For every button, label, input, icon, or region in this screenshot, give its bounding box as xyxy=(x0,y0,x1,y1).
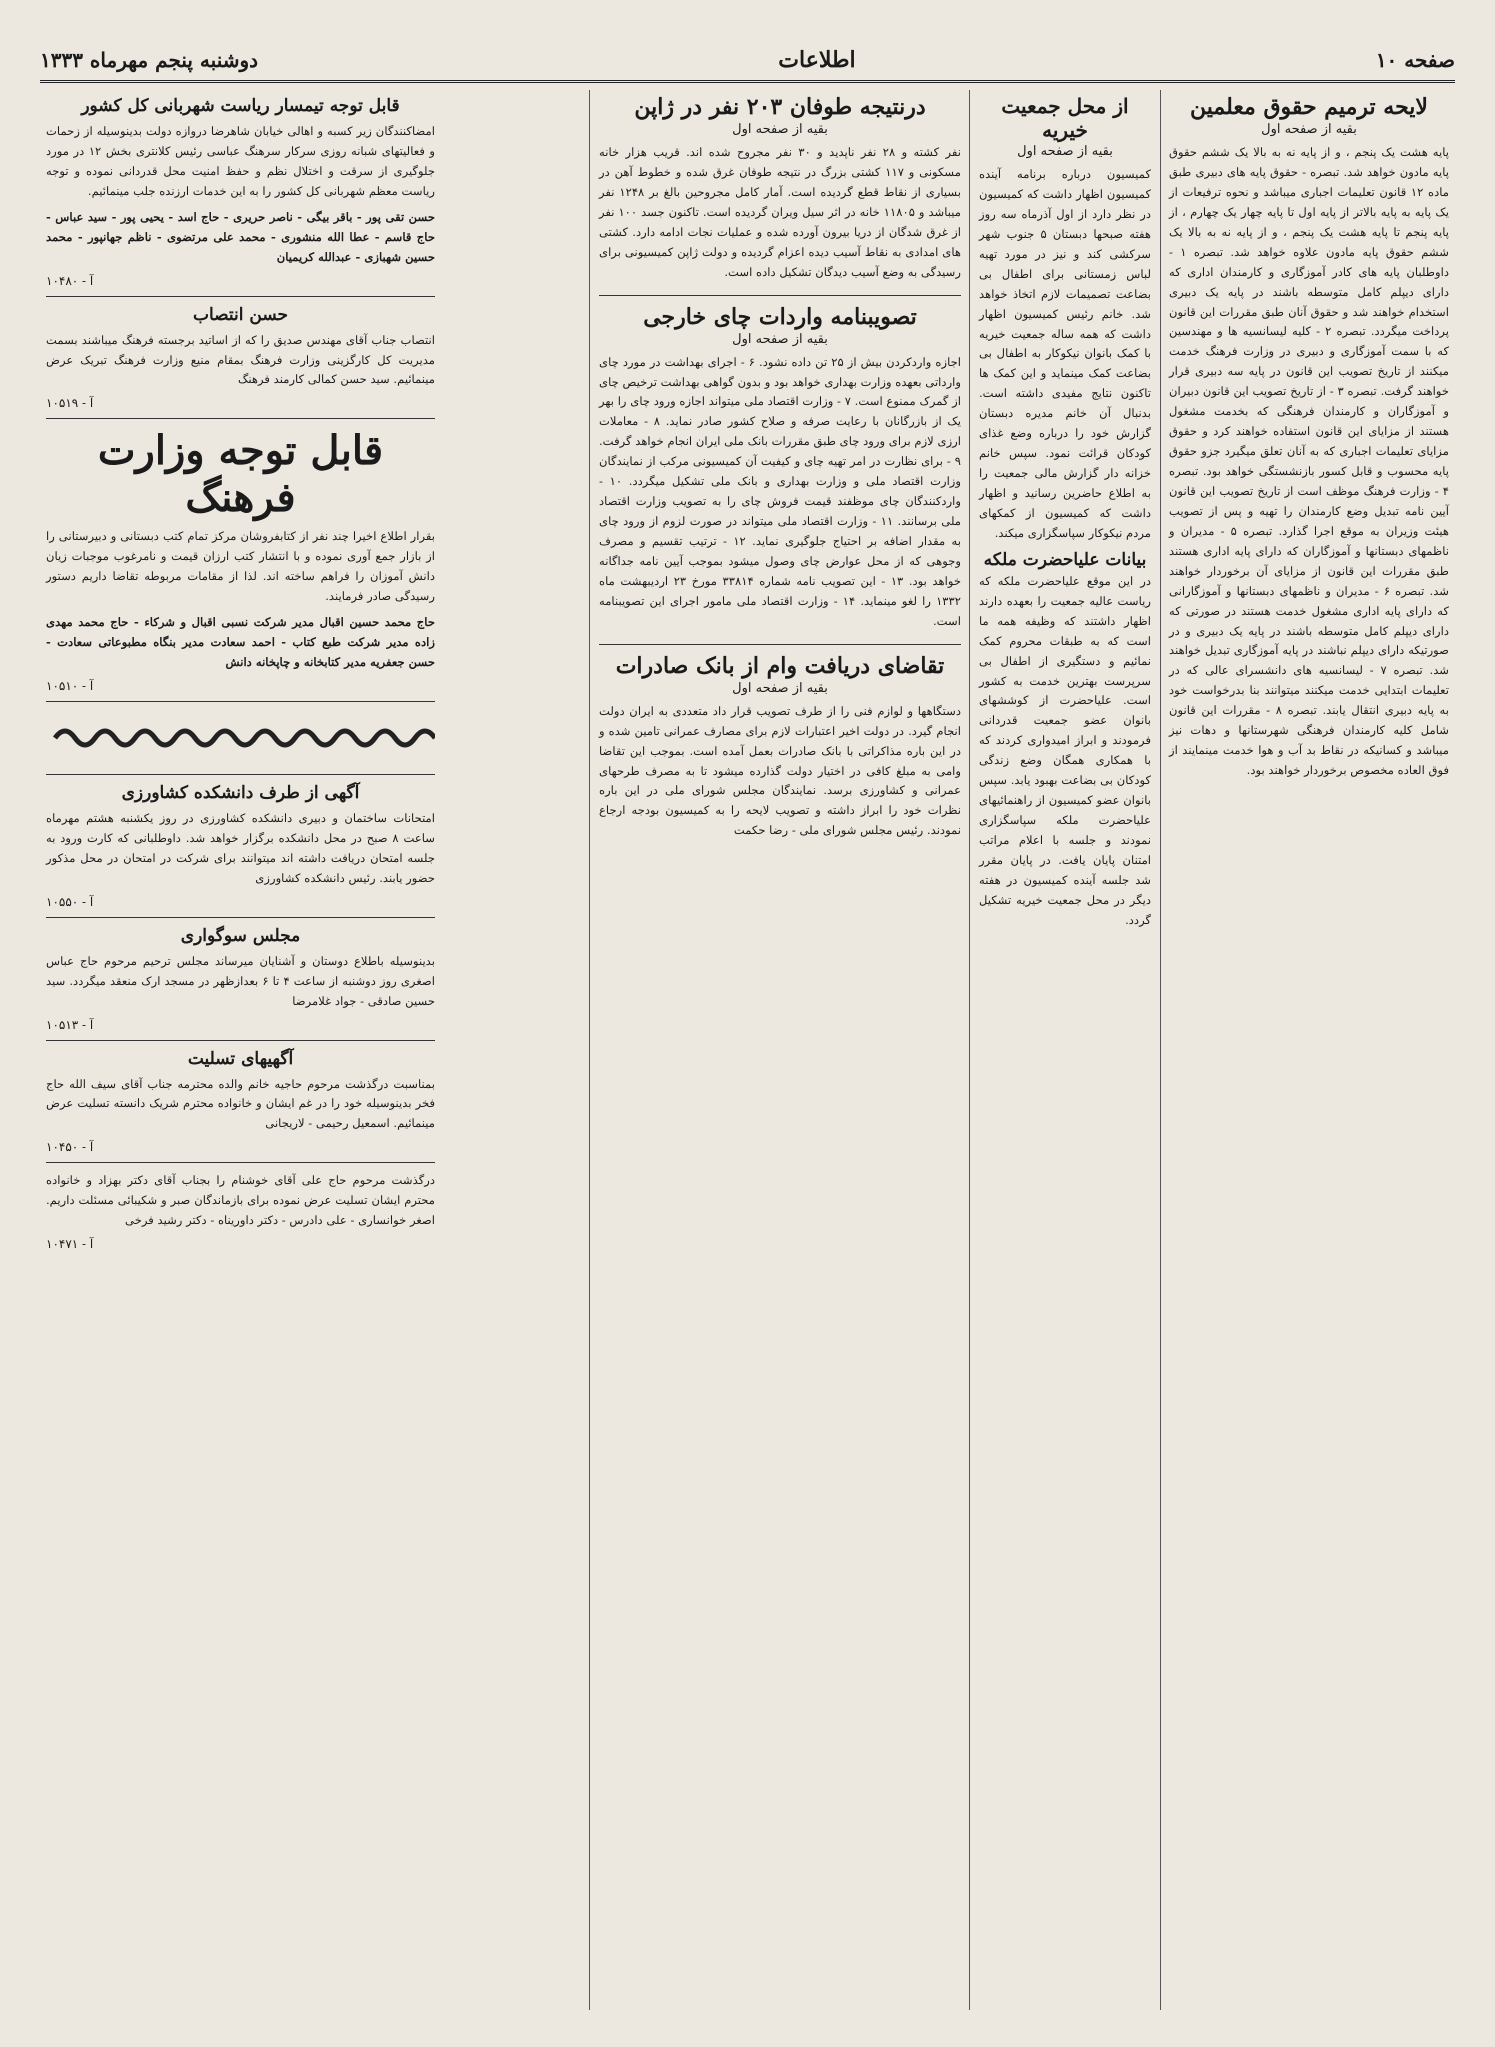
notice-condolence xyxy=(46,1049,435,1164)
notice-agriculture-code: آ - ۱۰۵۵۰ xyxy=(46,894,94,909)
column-teacher-salary xyxy=(1163,90,1455,2010)
article-tea-import: اجازه واردکردن بیش از ۲۵ تن داده نشود. ۶ - اجرای بهداشت در مورد چای وارداتی بعهده وزارت بهداری خواهد بود و بدون گواهی بهداشت ترخیص چای از گمرک ممنوع است. ۷ - وزارت اقتصاد ملی میتواند اجازه ورود چای را بهر یک از بازرگانان با رعایت صرفه و صلاح کشور صادر نماید. ۸ - معاملات ارزی لازم برای ورود چای طبق مقررات بانک ملی ایران انجام خواهد گرفت. ۹ - برای نظارت در امر تهیه چای و کیفیت آن کمیسیونی مرکب از نمایندگان وزارت اقتصاد ملی و وزارت بهداری و بانک ملی تشکیل میگردد. ۱۰ - واردکنندگان چای موظفند قیمت فروش چای را به تصویب وزارت اقتصاد ملی برسانند. ۱۱ - وزارت اقتصاد ملی میتواند در صورت لزوم از ورود چای به مقدار اضافه بر احتیاج جلوگیری نماید. ۱۲ - ترتیب تقسیم و مصرف وجوهی که از محل عوارض چای وصول میشود بموجب آیین نامه جداگانه خواهد بود. ۱۳ - این تصویب نامه شماره ۳۳۸۱۴ مورخ ۲۳ اردیبهشت ماه ۱۳۳۲ را لغو مینماید. ۱۴ - وزارت اقتصاد ملی مامور اجرای این تصویبنامه است. xyxy=(599,354,962,628)
notice-condolence-2 xyxy=(46,1171,435,1251)
story-tea-import xyxy=(599,304,961,645)
notice-mourning-code: آ - ۱۰۵۱۳ xyxy=(46,1017,94,1032)
notice-agriculture xyxy=(46,783,435,918)
notice-culture-body: بقرار اطلاع اخیرا چند نفر از کتابفروشان مرکز تمام کتب دبستانی و دبیرستانی را از بازار جمع آوری نموده و با انتشار کتب ارزان قیمت و نامرغوب موجبات زیان دانش آموزان را فراهم ساخته اند. لذا از مقامات مربوطه تقاضا داریم دستور رسیدگی صادر فرمایند. xyxy=(46,529,435,604)
headline-bank-loan: تقاضای دریافت وام از بانک صادرات xyxy=(615,652,945,679)
column-divider xyxy=(589,90,590,2010)
notice-condolence2-body: درگذشت مرحوم حاج علی آقای خوشنام را بجناب آقای دکتر بهزاد و خانواده محترم ایشان تسلیت عرض نموده برای بازماندگان صبر و شکیبائی مسئلت داریم. اصغر خوانساری - علی دادرس - دکتر داوریناه - دکتر رشید فرخی xyxy=(46,1173,435,1228)
notice-agriculture-body: امتحانات ساختمان و دبیری دانشکده کشاورزی در روز یکشنبه هشتم مهرماه ساعت ۸ صبح در محل دانشکده برگزار خواهد شد. داوطلبانی که کارت ورود به جلسه امتحان دریافت داشته اند میتوانند برای شرکت در امتحان در محل مذکور حضور یابند. رئیس دانشکده کشاورزی xyxy=(46,810,435,885)
notice-appointment-body: انتصاب جناب آقای مهندس صدیق را که از اساتید برجسته فرهنگ میباشند بسمت مدیریت کل کارگزینی وزارت فرهنگ بمقام منیع وزارت فرهنگ تبریک عرض مینمائیم. سید حسن کمالی کارمند فرهنگ xyxy=(46,332,435,387)
notice-culture-ministry xyxy=(46,427,435,702)
page-number: صفحه ۱۰ xyxy=(1375,48,1455,72)
headline-charity: از محل جمعیت خیریه xyxy=(1001,94,1129,142)
column-news xyxy=(593,90,967,2010)
article-queen-remarks: در این موقع علیاحضرت ملکه که ریاست عالیه جمعیت را بعهده دارند اظهار داشتند که وظیفه همه ما است که به طبقات محروم کمک نمائیم و دستگیری از اطفال بی سرپرست بهترین خدمت به کشور است. علیاحضرت از کوششهای بانوان عضو جمعیت قدردانی فرمودند و ابراز امیدواری کردند که با همکاری همگان وضع زندگی کودکان بی بضاعت بهبود یابد. سپس بانوان عضو کمیسیون از راهنمائیهای علیاحضرت ملکه سپاسگزاری نمودند و جلسه با اعلام مراتب امتنان پایان یافت. در پایان مقرر شد جلسه آینده کمیسیون در هفته دیگر در محل جمعیت خیریه تشکیل گردد. xyxy=(979,573,1151,927)
column-charity xyxy=(973,90,1157,2010)
notice-police-thanks xyxy=(46,96,435,297)
notice-condolence-title: آگهیهای تسلیت xyxy=(187,1048,294,1069)
notice-culture-title: قابل توجه وزارت فرهنگ xyxy=(97,427,384,522)
headline-tea-import: تصویبنامه واردات چای خارجی xyxy=(643,303,917,330)
coded-text-image xyxy=(50,718,435,756)
story-bank-loan xyxy=(599,653,961,842)
headline-japan-typhoon: درنتیجه طوفان ۲۰۳ نفر در ژاپن xyxy=(634,94,926,120)
story-japan-typhoon xyxy=(599,94,961,296)
column-divider xyxy=(969,90,970,2010)
article-charity: کمیسیون درباره برنامه آینده کمیسیون اظهار داشت که کمیسیون در نظر دارد از اول آذرماه سه روز هفته صبحها دبستان ۵ جنوب شهر سرکشی کند و نیز در مورد تهیه لباس زمستانی برای اطفال بی بضاعت تصمیمات لازم اتخاذ خواهد شد. خانم رئیس کمیسیون اظهار داشت که همه ساله جمعیت خیریه با کمک بانوان نیکوکار به اطفال بی بضاعت کمک مینماید و این کمک ها تاکنون نتایج مفیدی داشته است. بدنبال آن خانم مدیره دبستان گزارش خود را درباره وضع غذای کودکان قرائت نمود. سپس خانم خزانه دار گزارش مالی جمعیت را به اطلاع حاضرین رسانید و اظهار داشت که کمیسیون از کمکهای مردم نیکوکار سپاسگزاری میکند. xyxy=(979,167,1151,540)
notice-police-signers: حسن تقی پور - باقر بیگی - ناصر حریری - حاج اسد - یحیی پور - سید عباس - حاج قاسم - عطا الله منشوری - محمد علی مرتضوی - ناظم جهانپور - محمد حسین شهبازی - عبدالله کریمیان xyxy=(46,209,435,264)
notice-police-body: امضاکنندگان زیر کسبه و اهالی خیابان شاهرضا دروازه دولت بدینوسیله از زحمات و فعالیتهای شبانه روزی سرکار سرهنگ عباسی رئیس کلانتری بخش ۱۲ در مورد جلوگیری از سرقت و اختلال نظم و حفظ امنیت محل قدردانی نموده و توجه ریاست معظم شهربانی کل کشور را به این خدمات ارزنده جلب مینمائیم. xyxy=(46,124,436,198)
notice-cipher-ad xyxy=(46,710,435,775)
notice-culture-code: آ - ۱۰۵۱۰ xyxy=(46,678,94,693)
notice-condolence2-code: آ - ۱۰۴۷۱ xyxy=(46,1237,94,1252)
headline-queen-remarks: بیانات علیاحضرت ملکه xyxy=(983,549,1147,570)
notice-agriculture-title: آگهی از طرف دانشکده کشاورزی xyxy=(121,782,360,803)
subhead-charity: بقیه از صفحه اول xyxy=(1017,144,1113,159)
subhead-japan-typhoon: بقیه از صفحه اول xyxy=(732,122,828,137)
column-notices xyxy=(40,90,441,2010)
paper-name: اطلاعات xyxy=(778,47,856,73)
notice-condolence-code: آ - ۱۰۴۵۰ xyxy=(46,1140,94,1155)
notice-culture-signers: حاج محمد حسین اقبال مدیر شرکت نسبی اقبال و شرکاء - حاج محمد مهدی زاده مدیر شرکت طبع کتاب - احمد سعادت مدیر بنگاه مطبوعاتی سعادت - حسن جعفریه مدیر کتابخانه و چاپخانه دانش xyxy=(46,615,435,669)
notice-appointment-title: حسن انتصاب xyxy=(192,304,289,325)
notice-police-code: آ - ۱۰۴۸۰ xyxy=(46,273,94,288)
column-divider xyxy=(1160,90,1161,2010)
notice-condolence-body: بمناسبت درگذشت مرحوم حاجیه خانم والده محترمه جناب آقای سیف الله حاج فخر بدینوسیله خود را در غم ایشان و خانواده محترم شریک دانسته تسلیت عرض مینمائیم. اسمعیل رحیمی - لاریجانی xyxy=(46,1076,435,1131)
subhead-bank-loan: بقیه از صفحه اول xyxy=(732,680,828,696)
headline-teacher-salary: لایحه ترمیم حقوق معلمین xyxy=(1190,94,1428,120)
article-japan-typhoon: نفر کشته و ۲۸ نفر ناپدید و ۳۰ نفر مجروح شده اند. قریب هزار خانه مسکونی و ۱۱۷ کشتی بزرگ در نتیجه طوفان غرق شده و خطوط آهن در بسیاری از نقاط قطع گردیده است. آمار کامل مجروحین بالغ بر ۱۲۴۸ نفر میباشد و ۱۱۸۰۵ خانه در اثر سیل ویران گردیده است. تاکنون جسد ۱۰۰ نفر از غرق شدگان از دریا بیرون آورده شده و عملیات نجات ادامه دارد. کشتی های امدادی به نقاط آسیب دیده اعزام گردیده و دولت ژاپن کمیسیونی برای رسیدگی به وضع آسیب دیدگان تشکیل داده است. xyxy=(599,145,961,279)
notice-police-title: قابل توجه تیمسار ریاست شهربانی کل کشور xyxy=(81,96,400,116)
article-teacher-salary: پایه هشت یک پنجم ، و از پایه نه به بالا یک ششم حقوق پایه مادون خواهد شد. تبصره - حقوق پایه های دبیری طبق ماده ۱۲ قانون تعلیمات اجباری میباشد و نحوه ترفیعات از یک پایه به پایه بالاتر از پایه اول تا پایه چهار یک چهارم ، از پایه پنجم تا پایه هشت یک پنجم ، و از پایه نه به بالا یک ششم حقوق پایه مادون علاوه خواهد شد. تبصره ۱ - داوطلبان پایه های کادر آموزگاری و کارمندان اداری که دارای دیپلم کامل متوسطه باشند در پایه یک دبیری استخدام خواهند شد و حقوق آنان طبق مقررات این قانون پرداخت میگردد. تبصره ۲ - کلیه لیسانسیه ها و مهندسین که با سمت آموزگاری و دبیری در وزارت فرهنگ خدمت میکنند از تاریخ تصویب این قانون در پایه سه دبیری قرار خواهند گرفت. تبصره ۳ - از تاریخ تصویب این قانون دبیران و آموزگاران و کارمندان فرهنگی که بخدمت مشغول هستند از مزایای این قانون استفاده خواهند کرد و حقوق مزایای تعلیمات اجباری که به آنان تعلق میگیرد جزو حقوق پایه محسوب و قابل کسور بازنشستگی خواهد بود. تبصره ۴ - وزارت فرهنگ موظف است از تاریخ تصویب این قانون آیین نامه تبدیل وضع کارمندان را تهیه و پس از تصویب هیئت وزیران به موقع اجرا گذارد. تبصره ۵ - مدیران و ناظمهای دبستانها و آموزگاران که دارای پایه اداری هستند طبق مقررات این قانون از مزایای آن برخوردار خواهند شد. تبصره ۶ - مدیران و ناظمهای دبستانها و آموزگارانی که دارای پایه اداری مشغول خدمت هستند در صورتی که دارای دیپلم کامل متوسطه باشند در پایه یک دبیری و در صورتیکه دارای دیپلم نباشند در پایه آموزگاری تبدیل خواهند شد. تبصره ۷ - لیسانسیه های دانشسرای عالی که در تعلیمات ابتدایی خدمت میکنند میتوانند بنا بدرخواست خود به پایه دبیری انتقال یابند. تبصره ۸ - مقررات این قانون شامل کلیه کارمندان فرهنگی شهرستانها و دهات نیز میباشد و کسانیکه در نقاط بد آب و هوا خدمت مینمایند از فوق العاده مخصوص برخوردار خواهند بود. xyxy=(1169,145,1449,778)
notice-mourning-body: بدینوسیله باطلاع دوستان و آشنایان میرساند مجلس ترحیم مرحوم حاج عباس اصغری روز دوشنبه از ساعت ۴ تا ۶ بعدازظهر در مسجد ارک منعقد میگردد. سید حسین صادقی - جواد غلامرضا xyxy=(46,953,435,1008)
masthead xyxy=(40,40,1455,83)
issue-date: دوشنبه پنجم مهرماه ۱۳۳۳ xyxy=(40,48,259,72)
notice-mourning xyxy=(46,926,435,1041)
subhead-tea-import: بقیه از صفحه اول xyxy=(732,331,828,347)
subhead-teacher-salary: بقیه از صفحه اول xyxy=(1261,122,1357,137)
notice-mourning-title: مجلس سوگواری xyxy=(180,925,301,946)
notice-appointment-code: آ - ۱۰۵۱۹ xyxy=(46,396,94,411)
article-bank-loan: دستگاهها و لوازم فنی را از طرف تصویب قرار داد متعددی به ایران دولت انجام گیرد. در دولت اخیر اعتبارات لازم برای مصارف عمرانی تامین شده و در این باره مذاکراتی با بانک صادرات بعمل آمده است. بموجب این تقاضا وامی به مبلغ کافی در اختیار دولت گذارده میشود تا به مصرف طرحهای عمرانی و کشاورزی برسد. نمایندگان مجلس شورای ملی در این باره نظرات خود را ابراز داشته و تصویب لایحه را به کمیسیون بودجه ارجاع نمودند. رئیس مجلس شورای ملی - رضا حکمت xyxy=(599,703,961,838)
notice-appointment xyxy=(46,305,435,420)
